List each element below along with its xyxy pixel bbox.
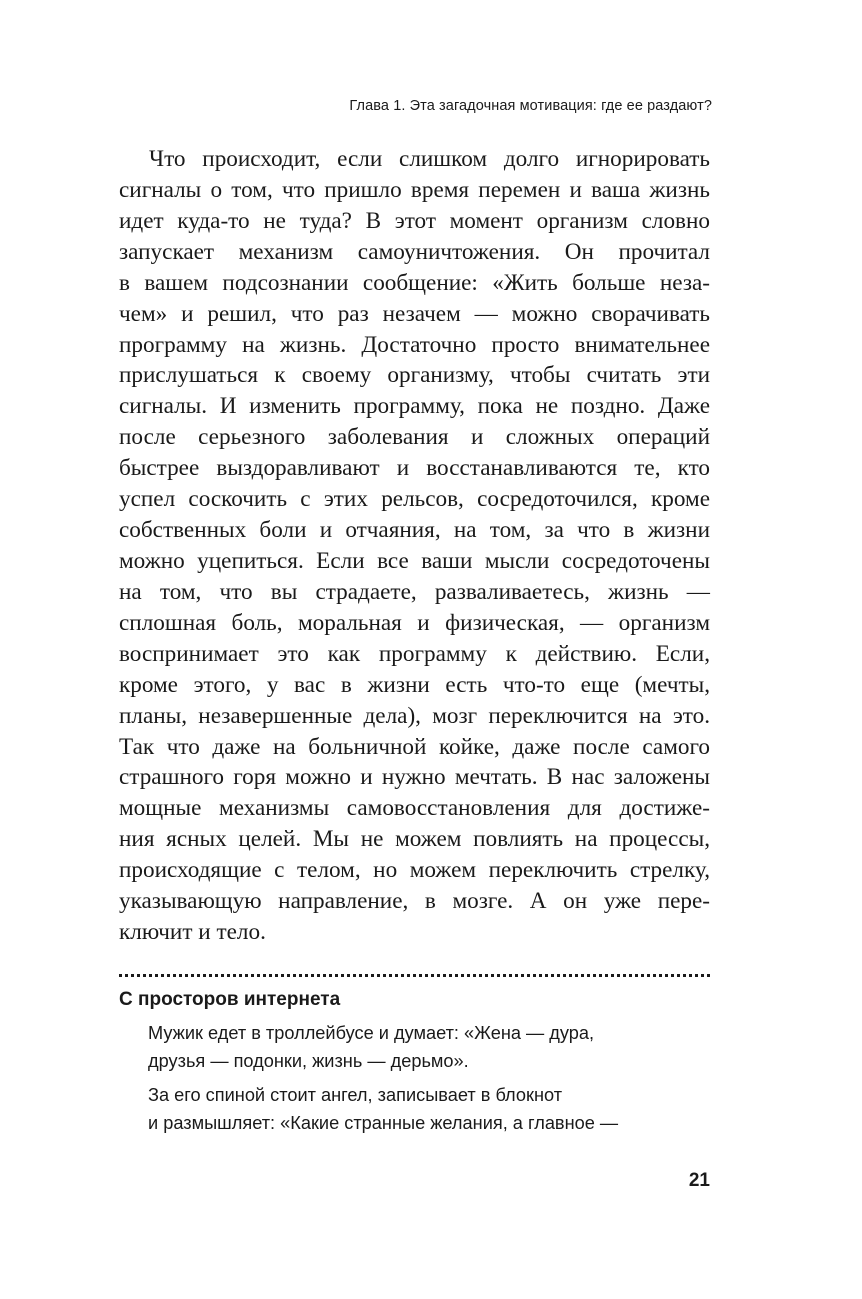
text-line: программу на жизнь. Достаточно просто внимательнее	[119, 331, 710, 358]
text-line: можно уцепиться. Если все ваши мысли сосредоточены	[119, 547, 710, 574]
page-number: 21	[688, 1170, 710, 1191]
text-line: прислушаться к своему организму, чтобы считать эти	[119, 362, 710, 389]
sidebar-text-line: За его спиной стоит ангел, записывает в блокнот	[148, 1085, 563, 1105]
running-head: Глава 1. Эта загадочная мотивация: где ее раздают?	[349, 98, 712, 114]
text-line: Что происходит, если слишком долго игнорировать	[149, 146, 710, 172]
text-line: мощные механизмы самовосстановления для достиже-	[119, 795, 710, 822]
text-line: сигналы. И изменить программу, пока не поздно. Даже	[119, 393, 710, 420]
text-line: сигналы о том, что пришло время перемен и ваша жизнь	[119, 176, 710, 203]
text-line: быстрее выздоравливают и восстанавливаются те, кто	[119, 455, 710, 482]
text-line: страшного горя можно и нужно мечтать. В нас заложены	[119, 764, 710, 791]
text-line: Так что даже на больничной койке, даже после самого	[119, 733, 710, 760]
text-line: идет куда-то не туда? В этот момент организм словно	[119, 207, 710, 234]
text-line: планы, незавершенные дела), мозг переключится на это.	[119, 702, 710, 729]
sidebar-box-title: С просторов интернета	[119, 989, 341, 1010]
text-line: в вашем подсознании сообщение: «Жить больше неза-	[119, 269, 710, 296]
text-line: чем» и решил, что раз незачем — можно сворачивать	[119, 300, 710, 327]
sidebar-paragraph-2	[148, 1082, 618, 1137]
text-line: указывающую направление, в мозге. А он уже пере-	[119, 888, 710, 915]
text-line: воспринимает это как программу к действию. Если,	[119, 640, 710, 667]
dotted-divider	[119, 974, 710, 977]
text-line: кроме этого, у вас в жизни есть что-то еще (мечты,	[119, 671, 710, 698]
text-line: собственных боли и отчаяния, на том, за что в жизни	[119, 517, 710, 544]
text-line: после серьезного заболевания и сложных операций	[119, 424, 710, 451]
text-line: сплошная боль, моральная и физическая, — организм	[119, 609, 710, 636]
main-text	[119, 144, 710, 948]
sidebar-text-line: друзья — подонки, жизнь — дерьмо».	[148, 1050, 469, 1071]
text-line: ключит и тело.	[119, 919, 266, 946]
text-line: успел соскочить с этих рельсов, сосредоточился, кроме	[119, 486, 710, 513]
sidebar-text-line: Мужик едет в троллейбусе и думает: «Жена — дура,	[148, 1023, 595, 1043]
text-line: на том, что вы страдаете, разваливаетесь, жизнь —	[119, 578, 710, 605]
sidebar-paragraph-1	[148, 1020, 594, 1075]
text-line: ния ясных целей. Мы не можем повлиять на процессы,	[119, 826, 710, 853]
text-line: происходящие с телом, но можем переключить стрелку,	[119, 857, 710, 884]
text-line: запускает механизм самоуничтожения. Он прочитал	[119, 238, 710, 265]
sidebar-text-line: и размышляет: «Какие странные желания, а главное —	[148, 1112, 619, 1133]
